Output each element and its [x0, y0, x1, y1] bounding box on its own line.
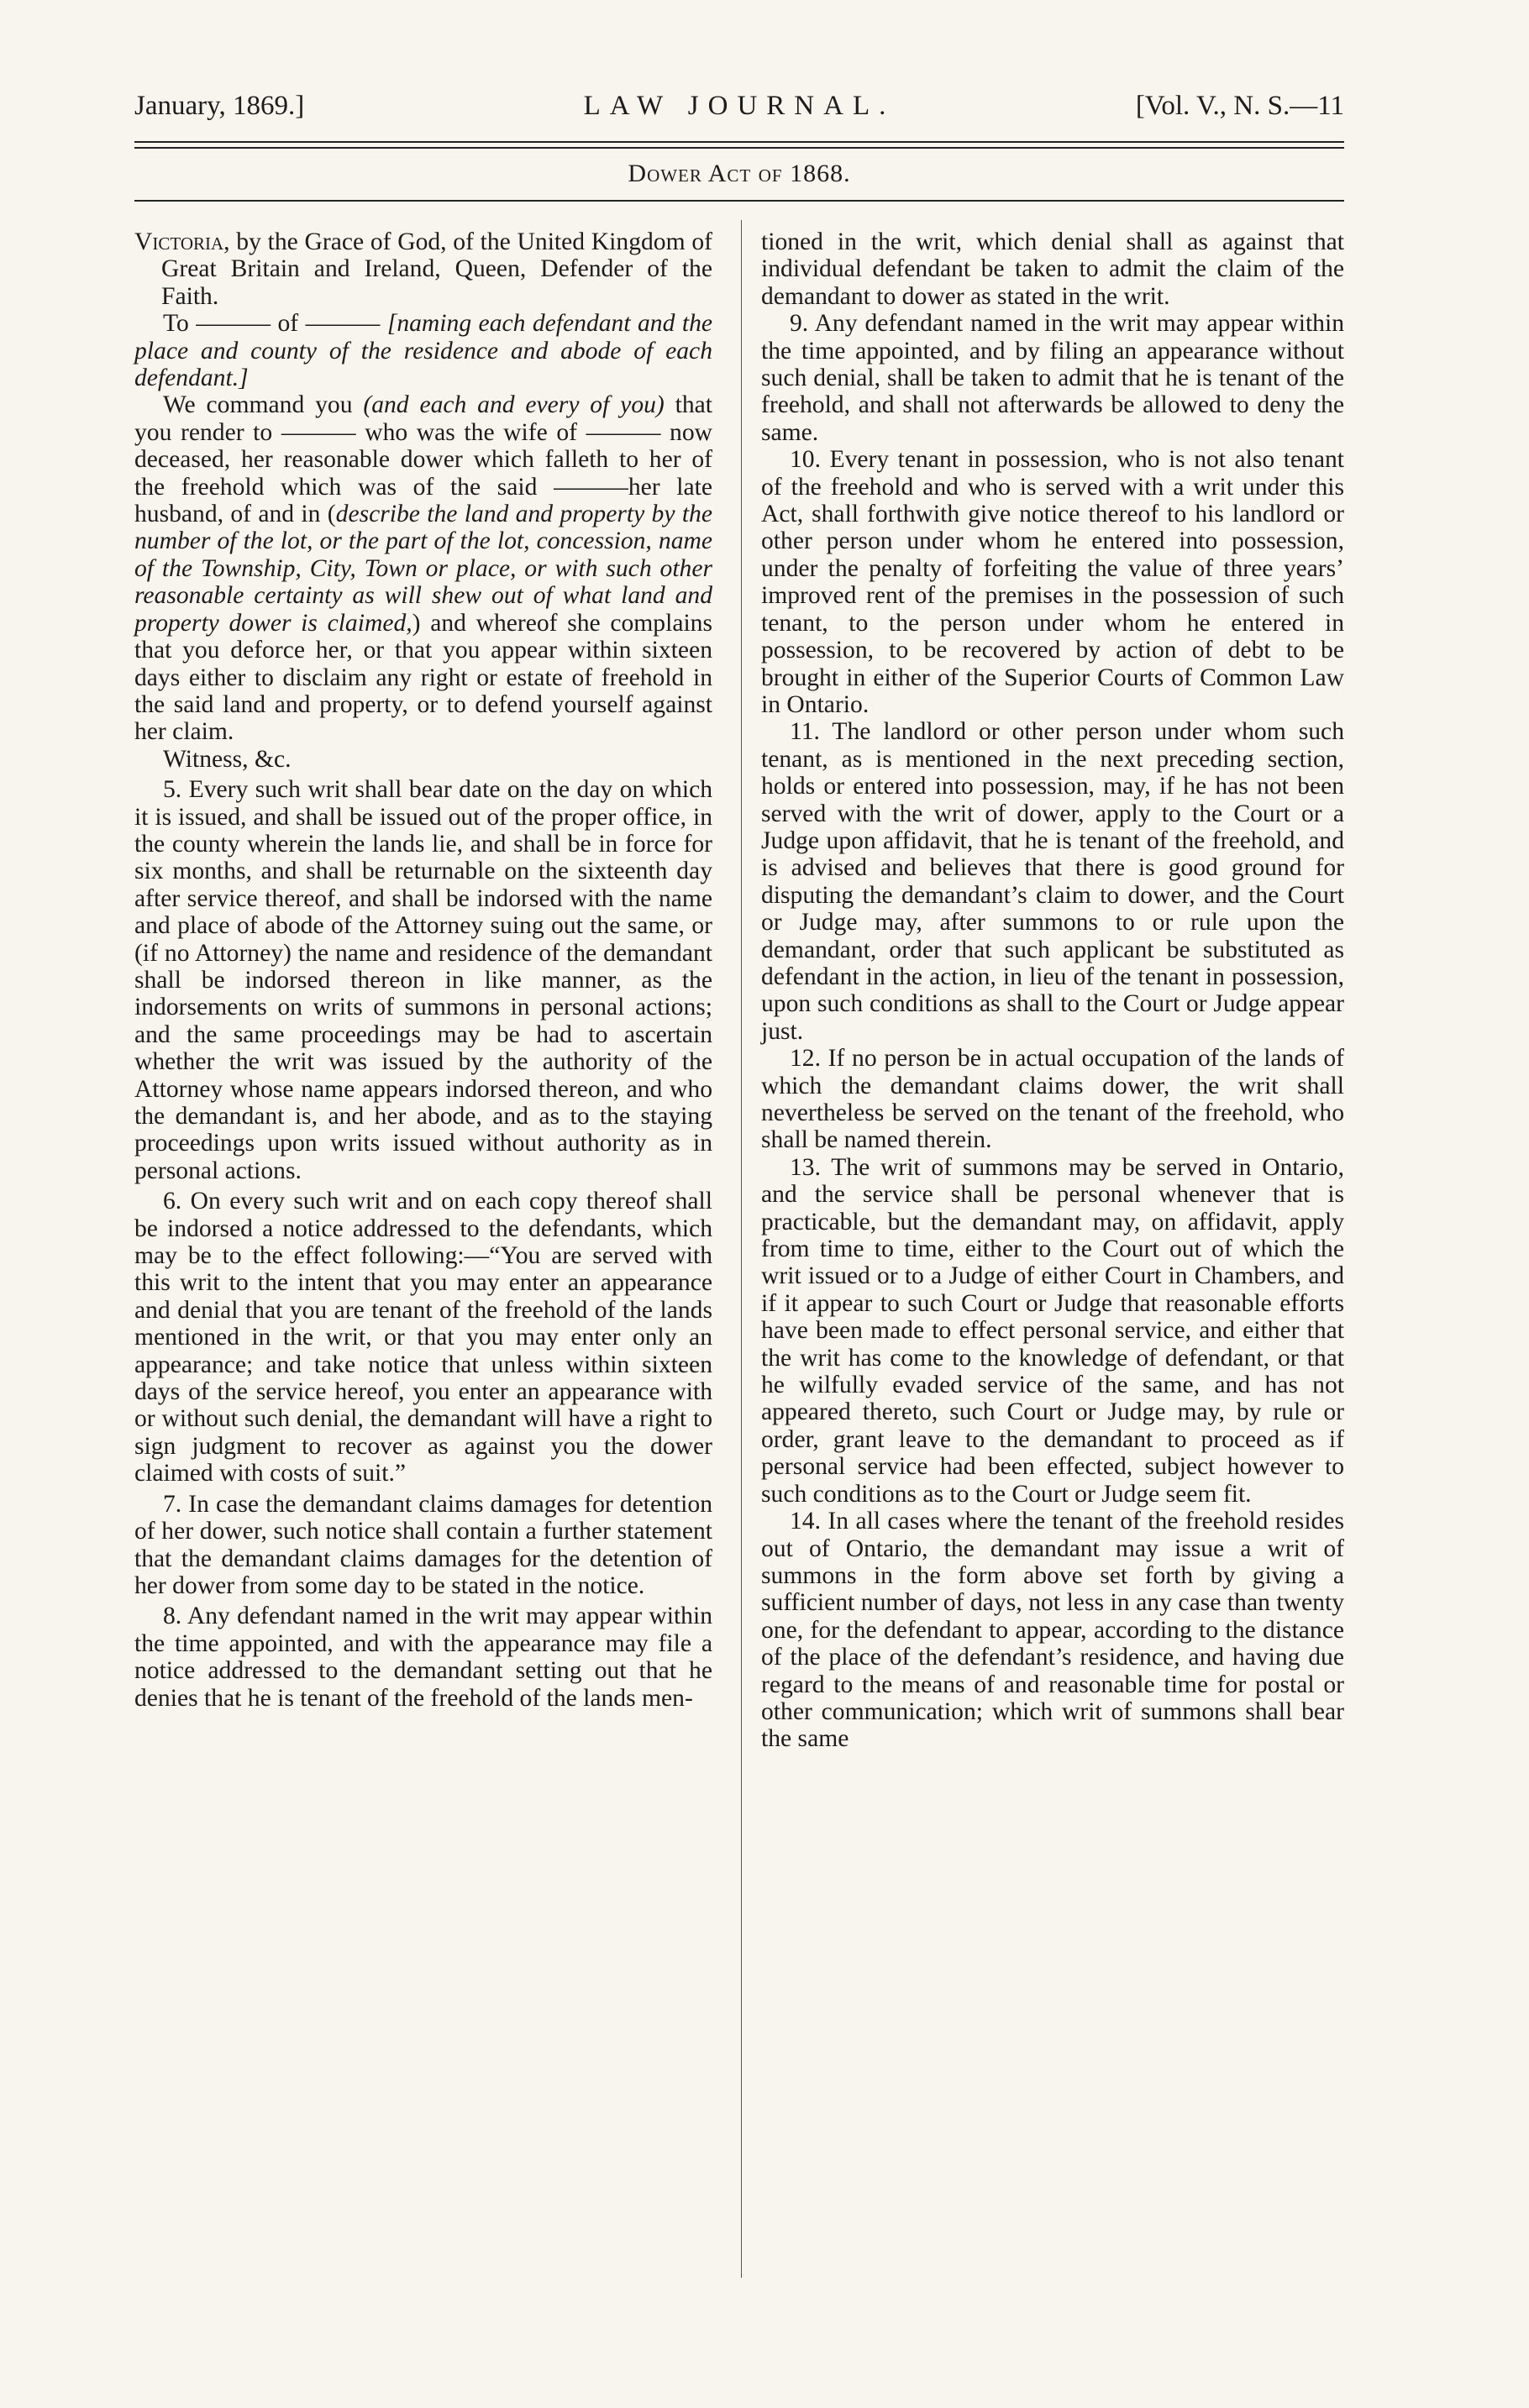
section-7: 7. In case the demandant claims damages for detention of her dower, such notice shall contain a further statement that the demandant claims damages for the detention of her dower from some day to be stated in the notice.: [134, 1490, 712, 1599]
section-12: 12. If no person be in actual occupation of the lands of which the demandant claims dower, the writ shall nevertheless be served on the tenant of the freehold, who shall be named therein.: [761, 1045, 1344, 1154]
section-14: 14. In all cases where the tenant of the freehold resides out of Ontario, the demandant may issue a writ of summons in the form above set forth by giving a sufficient number of days, not less in any case than twenty one, for the defendant to appear, according to the distance of the place of the defendant’s residence, and having due regard to the means of and reasonable time for postal or other communication; which writ of summons shall bear the same: [761, 1508, 1344, 1753]
header-volume: [Vol. V., N. S.—11: [1135, 91, 1344, 121]
section-8-continued: tioned in the writ, which denial shall as against that individual defendant be taken to admit the claim of the demandant to dower as stated in the writ.: [761, 228, 1344, 310]
header-date: January, 1869.]: [134, 91, 305, 121]
header-journal-title: LAW JOURNAL.: [583, 91, 896, 121]
running-header: [134, 91, 1344, 133]
section-5: 5. Every such writ shall bear date on the day on which it is issued, and shall be issued out of the proper office, in the county wherein the lands lie, and shall be in force for six months, and shall be returnable on the sixteenth day after service thereof, and shall be indorsed with the name and place of abode of the Attorney suing out the same, or (if no Attorney) the name and residence of the demandant shall be indorsed thereon in like manner, as the indorsements on writs of summons in personal actions; and the same proceedings may be had to ascertain whether the writ was issued by the authority of the Attorney whose name appears indorsed thereon, and who the demandant is, and her abode, and as to the staying proceedings upon writs issued without authority as in personal actions.: [134, 776, 712, 1184]
section-13: 13. The writ of summons may be served in Ontario, and the service shall be personal whenever that is practicable, but the demandant may, on affidavit, apply from time to time, either to the Court out of which the writ issued or to a Judge of either Court in Chambers, and if it appear to such Court or Judge that reasonable efforts have been made to effect personal service, and either that the writ has come to the knowledge of defendant, or that he wilfully evaded service of the same, and has not appeared thereto, such Court or Judge may, by rule or order, grant leave to the demandant to proceed as if personal service had been effected, subject however to such conditions as to the Court or Judge seem fit.: [761, 1153, 1344, 1508]
writ-addressee: To ——— of ——— [naming each defendant and the place and county of the residence and abode of each defendant.]: [134, 310, 712, 392]
section-11: 11. The landlord or other person under whom such tenant, as is mentioned in the next preceding section, holds or entered into possession, may, if he has not been served with the writ of dower, apply to the Court or a Judge upon affidavit, that he is tenant of the freehold, and is advised and believes that there is good ground for disputing the demandant’s claim to dower, and the Court or Judge may, after summons to or rule upon the demandant, order that such applicant be substituted as defendant in the action, in lieu of the tenant in possession, upon such conditions as shall to the Court or Judge appear just.: [761, 718, 1344, 1045]
title-rule: [134, 200, 1344, 202]
writ-command: We command you (and each and every of you) that you render to ——— who was the wife of ——— now deceased, her reasonable dower which falleth to her of the freehold which was of the said ———her late husband, of and in (describe the land and property by the number of the lot, or the part of the lot, concession, name of the Township, City, Town or place, or with such other reasonable certainty as will shew out of what land and property dower is claimed,) and whereof she complains that you deforce her, or that you appear within sixteen days either to disclaim any right or estate of freehold in the said land and property, or to defend yourself against her claim.: [134, 391, 712, 746]
section-6: 6. On every such writ and on each copy thereof shall be indorsed a notice addressed to the defendants, which may be to the effect following:—“You are served with this writ to the intent that you may enter an appearance and denial that you are tenant of the freehold of the lands mentioned in the writ, or that you may enter only an appearance; and take notice that unless within sixteen days of the service hereof, you enter an appearance with or without such denial, the demandant will have a right to sign judgment to recover as against you the dower claimed with costs of suit.”: [134, 1188, 712, 1487]
section-title: Dower Act of 1868.: [628, 160, 851, 187]
writ-witness: Witness, &c.: [163, 745, 292, 773]
column-divider: [741, 220, 742, 2278]
section-9: 9. Any defendant named in the writ may appear within the time appointed, and by filing an appearance without such denial, shall be taken to admit that he is tenant of the freehold, and shall not afterwards be allowed to deny the same.: [761, 310, 1344, 446]
right-column: [761, 228, 1344, 1753]
section-10: 10. Every tenant in possession, who is not also tenant of the freehold and who is served with a writ under this Act, shall forthwith give notice thereof to his landlord or other person under whom he entered into possession, under the penalty of forfeiting the value of three years’ improved rent of the premises in the possession of such tenant, to the person under whom he entered in possession, to be recovered by action of debt to be brought in either of the Superior Courts of Common Law in Ontario.: [761, 446, 1344, 718]
left-column: [134, 228, 712, 1712]
section-8: 8. Any defendant named in the writ may appear within the time appointed, and with the appearance may file a notice addressed to the demandant setting out that he denies that he is tenant of the freehold of the lands men-: [134, 1603, 712, 1712]
writ-preamble: Victoria, by the Grace of God, of the United Kingdom of Great Britain and Ireland, Queen, Defender of the Faith.: [134, 228, 712, 310]
header-double-rule: [134, 141, 1344, 149]
